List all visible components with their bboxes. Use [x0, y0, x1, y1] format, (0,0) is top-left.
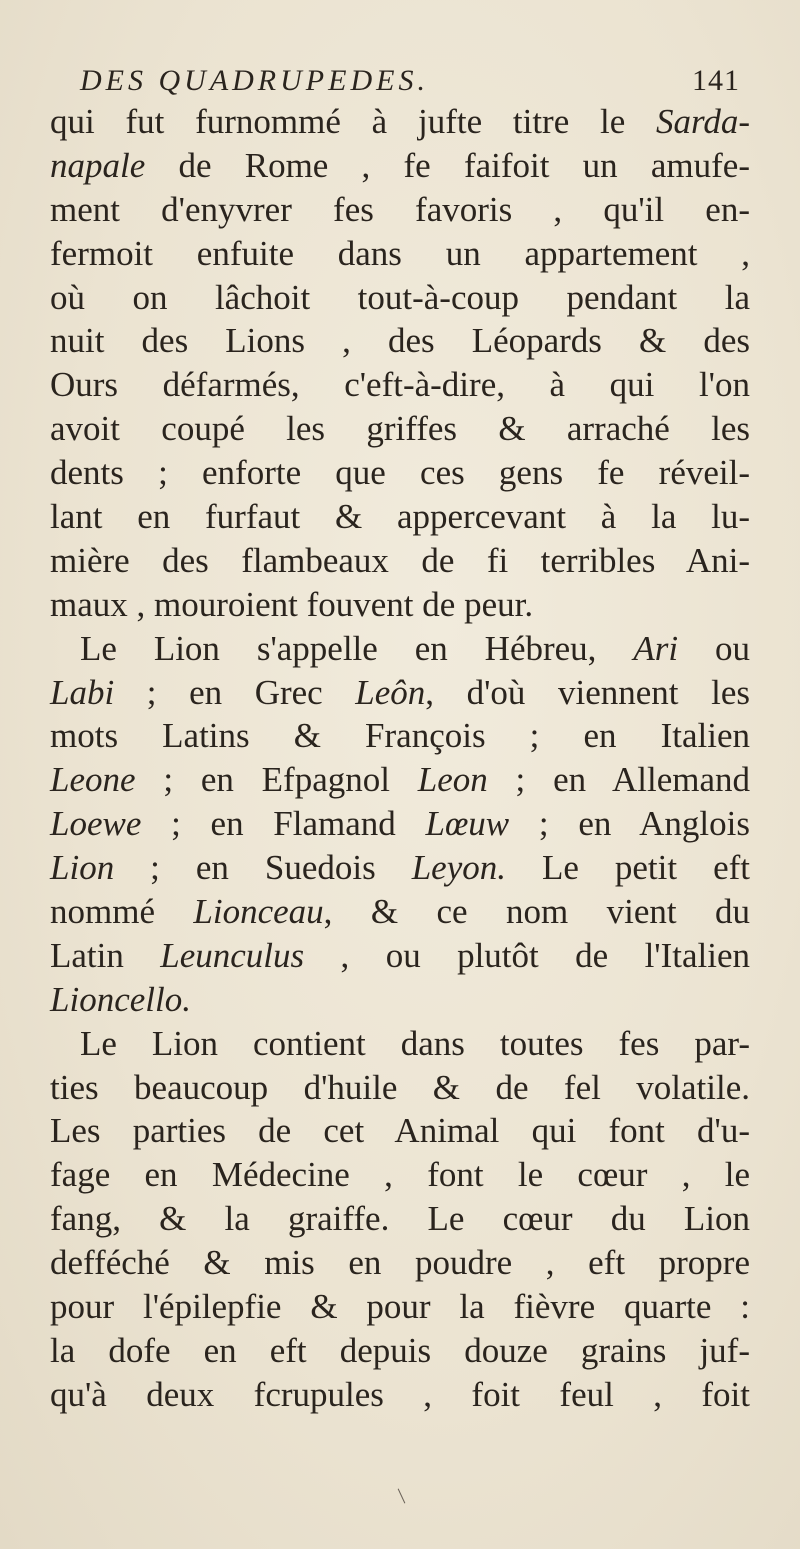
- text-line: [50, 1153, 750, 1197]
- text-line: [50, 1197, 750, 1241]
- text-line: [50, 407, 750, 451]
- text-line: [50, 1241, 750, 1285]
- text-run: de Rome , fe faifoit un amufe-: [145, 145, 750, 185]
- text-run: , d'où viennent les: [425, 672, 750, 712]
- italic-term: Lœuw: [425, 804, 510, 844]
- text-line: [50, 188, 750, 232]
- text-run: Latin: [50, 935, 161, 975]
- text-line: [50, 890, 750, 934]
- text-line: [50, 363, 750, 407]
- text-line: [50, 978, 750, 1022]
- running-title: DES QUADRUPEDES.: [80, 64, 429, 97]
- italic-term: Leôn: [355, 672, 426, 712]
- italic-term: Sarda-: [656, 102, 750, 141]
- text-line: [50, 1329, 750, 1373]
- text-run: maux , mouroient fouvent de peur.: [50, 584, 534, 624]
- italic-term: Lionceau: [193, 892, 324, 932]
- text-line: [50, 934, 750, 978]
- text-line: [50, 232, 750, 276]
- text-run: ; en Flamand: [141, 804, 426, 844]
- text-run: où on lâchoit tout-à-coup pendant la: [50, 277, 750, 317]
- italic-term: Labi: [50, 672, 115, 712]
- text-line: [50, 758, 750, 802]
- text-line: [50, 1022, 750, 1066]
- text-line: [50, 100, 750, 144]
- text-run: ou: [678, 628, 750, 668]
- text-run: fang, & la graiffe. Le cœur du Lion: [50, 1199, 750, 1239]
- text-run: Ours défarmés, c'eft-à-dire, à qui l'on: [50, 365, 750, 405]
- text-line: [50, 846, 750, 890]
- text-run: Le Lion contient dans toutes fes par-: [80, 1023, 750, 1063]
- italic-term: Leyon.: [411, 848, 507, 888]
- italic-term: Leone: [50, 760, 136, 800]
- italic-term: Loewe: [50, 804, 142, 844]
- italic-term: Lioncello.: [50, 979, 191, 1019]
- text-line: [50, 539, 750, 583]
- text-run: ; en Anglois: [509, 804, 750, 844]
- text-line: [50, 144, 750, 188]
- text-run: dents ; enforte que ces gens fe réveil-: [50, 453, 750, 493]
- text-line: [50, 583, 750, 627]
- italic-term: Lion: [50, 848, 115, 888]
- text-run: fermoit enfuite dans un appartement ,: [50, 233, 750, 273]
- text-line: [50, 627, 750, 671]
- text-line: [50, 1373, 750, 1417]
- text-run: , & ce nom vient du: [323, 892, 750, 932]
- page-number: 141: [692, 64, 740, 97]
- text-run: Le Lion s'appelle en Hébreu,: [80, 628, 634, 668]
- text-line: [50, 495, 750, 539]
- text-run: ties beaucoup d'huile & de fel volatile.: [50, 1067, 750, 1107]
- text-run: ment d'enyvrer fes favoris , qu'il en-: [50, 189, 750, 229]
- text-line: [50, 1066, 750, 1110]
- text-run: qui fut furnommé à jufte titre le: [50, 102, 657, 141]
- text-line: [50, 276, 750, 320]
- text-run: nommé: [50, 892, 194, 932]
- text-run: ; en Suedois: [114, 848, 412, 888]
- text-run: ; en Grec: [114, 672, 356, 712]
- text-line: [50, 802, 750, 846]
- text-line: [50, 451, 750, 495]
- text-run: fage en Médecine , font le cœur , le: [50, 1155, 750, 1195]
- text-run: Les parties de cet Animal qui font d'u-: [50, 1111, 750, 1151]
- text-run: defféché & mis en poudre , eft propre: [50, 1243, 750, 1283]
- text-run: nuit des Lions , des Léopards & des: [50, 321, 750, 361]
- italic-term: Ari: [633, 628, 679, 668]
- text-run: pour l'épilepfie & pour la fièvre quarte :: [50, 1287, 750, 1327]
- text-run: avoit coupé les griffes & arraché les: [50, 409, 750, 449]
- italic-term: Leunculus: [160, 935, 305, 975]
- text-run: ; en Efpagnol: [135, 760, 418, 800]
- print-mark: [398, 1489, 406, 1504]
- text-line: [50, 319, 750, 363]
- text-run: lant en furfaut & appercevant à la lu-: [50, 497, 750, 537]
- text-line: [50, 714, 750, 758]
- text-run: mière des flambeaux de fi terribles Ani-: [50, 540, 750, 580]
- text-line: [50, 671, 750, 715]
- body-text: [50, 100, 750, 1417]
- text-run: qu'à deux fcrupules , foit feul , foit: [50, 1374, 750, 1414]
- running-header: [80, 64, 740, 104]
- text-run: la dofe en eft depuis douze grains juf-: [50, 1330, 750, 1370]
- text-run: Le petit eft: [506, 848, 750, 888]
- text-line: [50, 1109, 750, 1153]
- text-run: , ou plutôt de l'Italien: [304, 935, 750, 975]
- italic-term: napale: [50, 145, 146, 185]
- text-run: mots Latins & François ; en Italien: [50, 716, 750, 756]
- text-line: [50, 1285, 750, 1329]
- italic-term: Leon: [417, 760, 488, 800]
- text-run: ; en Allemand: [487, 760, 750, 800]
